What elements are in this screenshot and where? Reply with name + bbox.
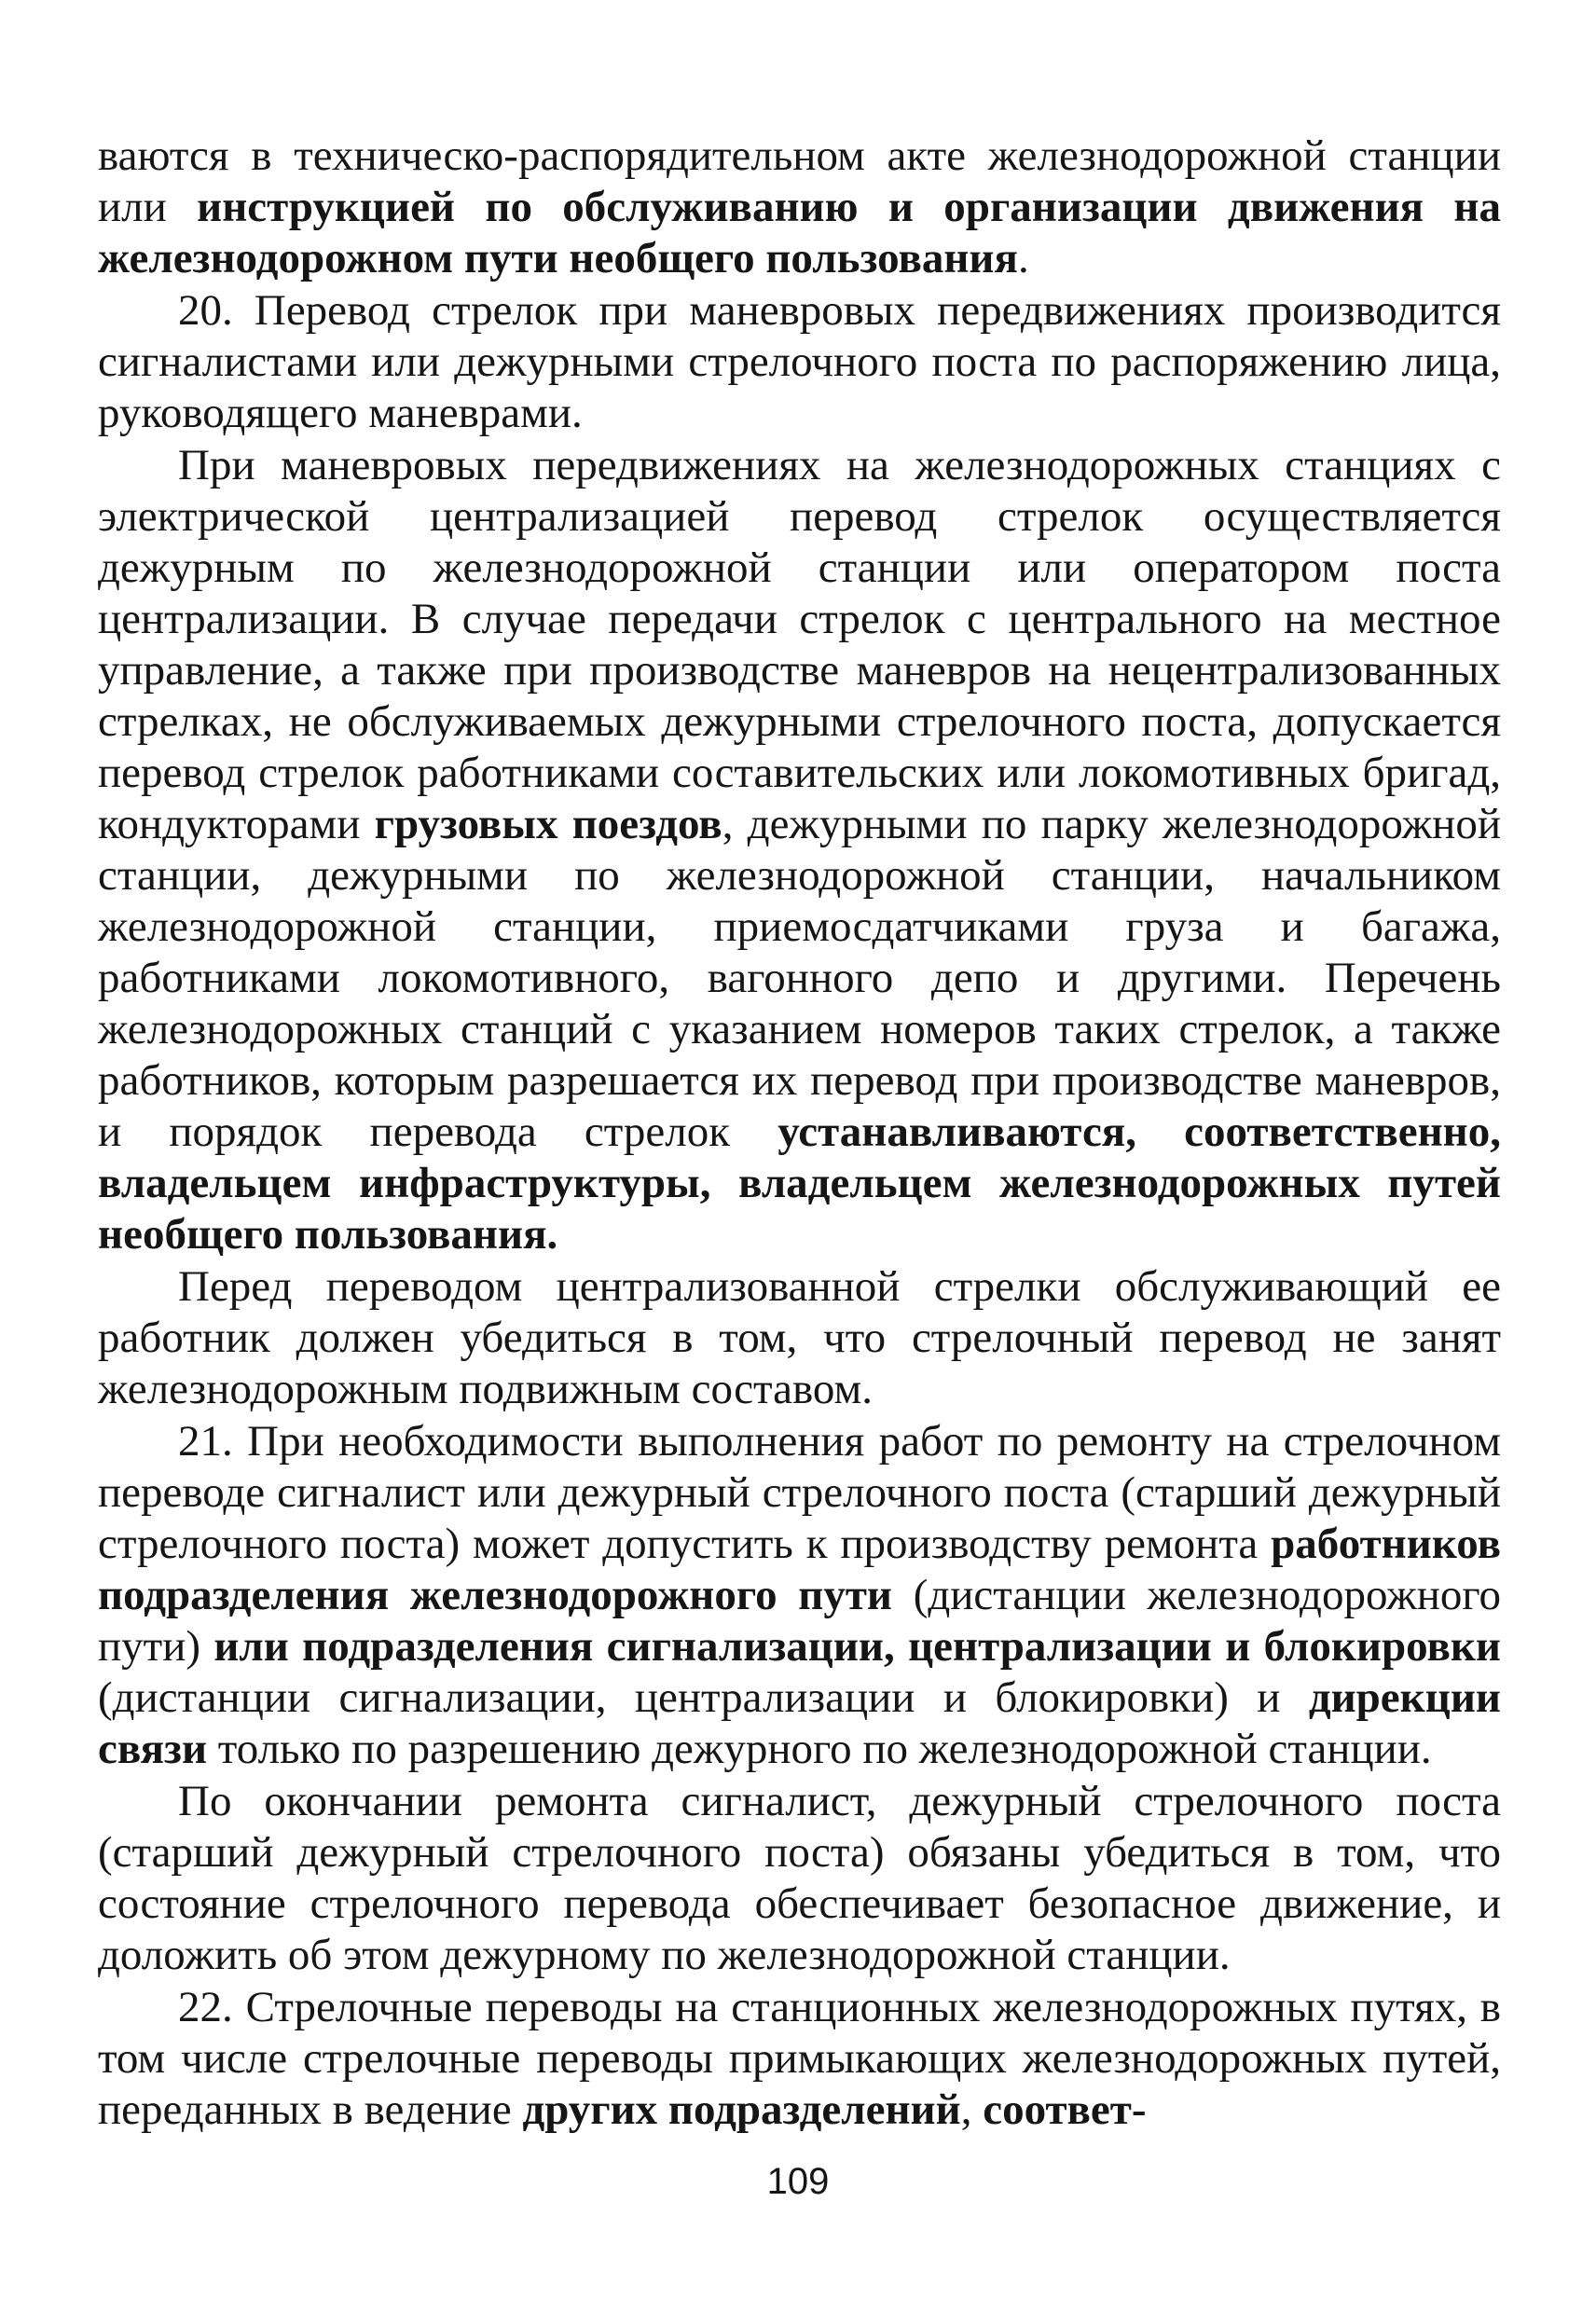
text-run: По окончании ремонта сигналист, дежурный стрелочного поста (старший дежурный стрелочного поста) обязаны убедиться в том, что состояние стрелочного перевода обеспечивает безопасное движение, и доложить об этом дежурному по железнодорожной станции. — [98, 1777, 1501, 1979]
bold-text: устанавливаются, соответственно, владельцем инфраструктуры, владельцем железнодорожных путей необщего пользования. — [98, 1108, 1502, 1259]
text-run: (дистанции железнодорожного пути) — [98, 1571, 1502, 1671]
text-run: (дистанции сигнализации, централизации и блокировки) и — [98, 1673, 1309, 1722]
text-run: 21. При необходимости выполнения работ по ремонту на стрелочном переводе сигналист или дежурный стрелочного поста (старший дежурный стрелочного поста) может допустить к производству ремонта — [98, 1417, 1501, 1568]
bold-text: соответ- — [983, 2085, 1147, 2134]
paragraph — [98, 285, 1501, 439]
paragraph — [98, 1776, 1501, 1981]
text-run: , дежурными по парку железнодорожной станции, дежурными по железнодорожной станции, начальником железнодорожной станции, приемосдатчиками груза и багажа, работниками локомотивного, вагонного депо и другими. Перечень железнодорожных станций с указанием номеров таких стрелок, а также работников, которым разрешается их перевод при производстве маневров, и порядок перевода стрелок — [98, 800, 1501, 1156]
document-body — [98, 131, 1501, 2136]
paragraph — [98, 1416, 1501, 1775]
text-run: Перед переводом централизованной стрелки обслуживающий ее работник должен убедиться в том, что стрелочный перевод не занят железнодорожным подвижным составом. — [98, 1262, 1501, 1413]
bold-text: дирекции связи — [98, 1673, 1501, 1773]
text-run: При маневровых передвижениях на железнодорожных станциях с электрической централизацией перевод стрелок осуществляется дежурным по железнодорожной станции или оператором поста централизации. В случае передачи стрелок с центрального на местное управление, а также при производстве маневров на нецентрализованных стрелках, не обслуживаемых дежурными стрелочного поста, допускается перевод стрелок работниками составительских или локомотивных бригад, кондукторами — [98, 441, 1501, 848]
paragraph — [98, 131, 1501, 284]
bold-text: работников подразделения железнодорожного пути — [98, 1520, 1501, 1619]
document-page — [98, 131, 1501, 2136]
text-run: , — [960, 2085, 984, 2134]
page-number: 109 — [766, 2161, 830, 2202]
paragraph — [98, 440, 1501, 1260]
paragraph — [98, 1261, 1501, 1415]
bold-text: грузовых поездов — [374, 800, 722, 848]
bold-text: других подразделений — [522, 2085, 961, 2134]
text-run: . — [1017, 234, 1029, 282]
text-run: только по разрешению дежурного по железнодорожной станции. — [207, 1725, 1432, 1773]
text-run: 22. Стрелочные переводы на станционных железнодорожных путях, в том числе стрелочные переводы примыкающих железнодорожных путей, переданных в ведение — [98, 1983, 1501, 2134]
bold-text: инструкцией по обслуживанию и организации движения на железнодорожном пути необщего пользования — [98, 183, 1502, 282]
bold-text: или подразделения сигнализации, централизации и блокировки — [213, 1622, 1501, 1671]
text-run: 20. Перевод стрелок при маневровых передвижениях производится сигналистами или дежурными стрелочного поста по распоряжению лица, руководящего маневрами. — [98, 286, 1501, 437]
paragraph — [98, 1982, 1501, 2136]
text-run: ваются в техническо-распорядительном акте железнодорожной станции или — [98, 131, 1501, 231]
